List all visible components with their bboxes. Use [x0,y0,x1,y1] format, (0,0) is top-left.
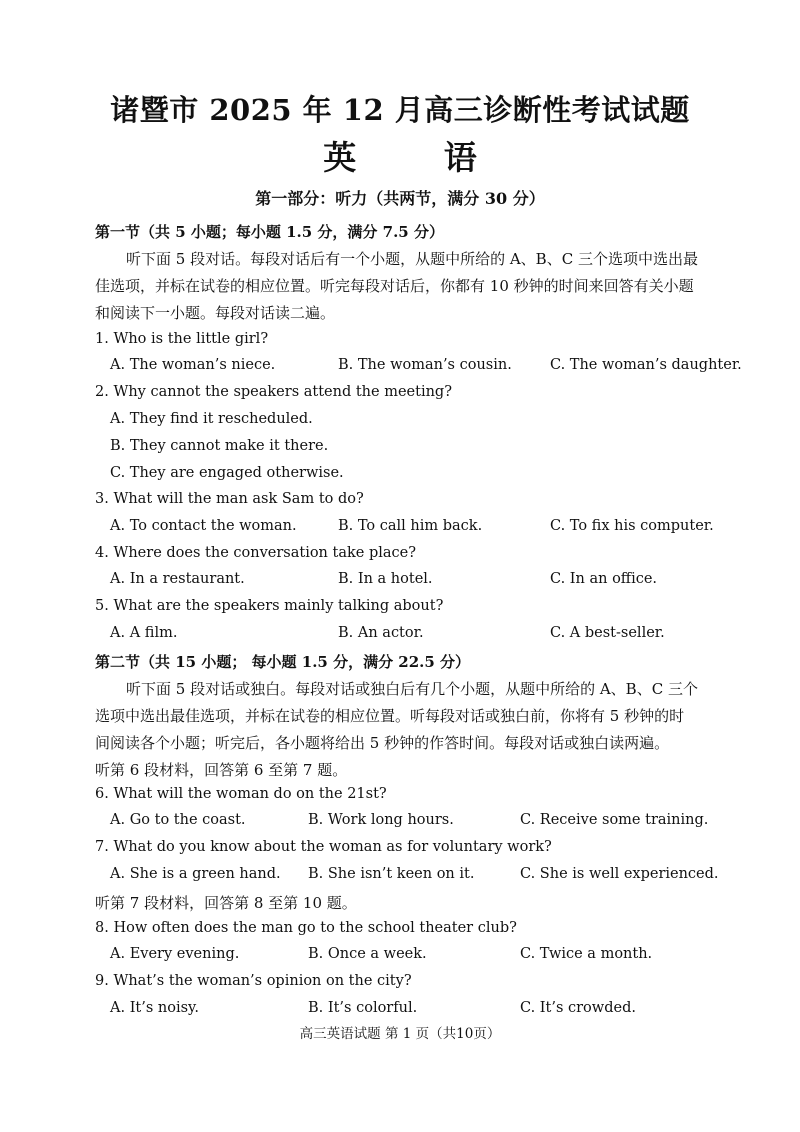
option-a: A. Go to the coast. [110,812,246,828]
option-b: B. The woman’s cousin. [338,357,512,373]
option-b: B. They cannot make it there. [110,438,329,454]
option-c: C. A best-seller. [550,625,665,641]
section1-heading: 第一节（共 5 小题；每小题 1.5 分，满分 7.5 分） [95,223,444,241]
section2-instruction-line: 间阅读各个小题；听完后，各小题将给出 5 秒钟的作答时间。每段对话或独白读两遍。 [95,734,670,752]
option-a: A. To contact the woman. [110,518,297,534]
section2-instruction-line: 听下面 5 段对话或独白。每段对话或独白后有几个小题，从题中所给的 A、B、C 三个 [126,680,698,698]
material-note: 听第 6 段材料，回答第 6 至第 7 题。 [95,761,348,779]
option-b: B. In a hotel. [338,571,433,587]
option-c: C. Twice a month. [520,946,653,962]
section1-instruction-line: 听下面 5 段对话。每段对话后有一个小题，从题中所给的 A、B、C 三个选项中选出最 [126,250,698,268]
option-c: C. The woman’s daughter. [550,357,742,373]
option-a: A. She is a green hand. [110,866,281,882]
option-b: B. Work long hours. [308,812,454,828]
question-stem: 8. How often does the man go to the school theater club? [95,920,517,936]
option-a: A. A film. [110,625,178,641]
option-b: B. She isn’t keen on it. [308,866,475,882]
option-b: B. It’s colorful. [308,1000,418,1016]
page-footer: 高三英语试题 第 1 页（共10页） [299,1026,501,1042]
section2-heading: 第二节（共 15 小题； 每小题 1.5 分，满分 22.5 分） [95,653,471,671]
question-stem: 2. Why cannot the speakers attend the meeting? [95,384,452,400]
option-a: A. They find it rescheduled. [110,411,313,427]
question-stem: 7. What do you know about the woman as for voluntary work? [95,839,552,855]
question-stem: 4. Where does the conversation take place? [95,545,416,561]
option-a: A. It’s noisy. [110,1000,199,1016]
option-b: B. To call him back. [338,518,483,534]
material-note: 听第 7 段材料，回答第 8 至第 10 题。 [95,894,357,912]
option-b: B. An actor. [338,625,424,641]
option-b: B. Once a week. [308,946,427,962]
section1-instruction-line: 佳选项，并标在试卷的相应位置。听完每段对话后，你都有 10 秒钟的时间来回答有关小题 [95,277,694,295]
option-c: C. She is well experienced. [520,866,719,882]
option-c: C. In an office. [550,571,658,587]
section1-instruction-line: 和阅读下一小题。每段对话读二遍。 [95,304,336,322]
option-a: A. Every evening. [110,946,240,962]
option-c: C. It’s crowded. [520,1000,636,1016]
section2-instruction-line: 选项中选出最佳选项，并标在试卷的相应位置。听每段对话或独白前，你将有 5 秒钟的时 [95,707,685,725]
exam-title: 诸暨市 2025 年 12 月高三诊断性考试试题 [110,93,690,127]
question-stem: 6. What will the woman do on the 21st? [95,786,387,802]
option-c: C. Receive some training. [520,812,709,828]
part1-heading: 第一部分：听力（共两节，满分 30 分） [255,189,545,208]
question-stem: 3. What will the man ask Sam to do? [95,491,364,507]
option-c: C. To fix his computer. [550,518,714,534]
option-c: C. They are engaged otherwise. [110,465,344,481]
option-a: A. The woman’s niece. [110,357,276,373]
question-stem: 1. Who is the little girl? [95,331,269,347]
question-stem: 9. What’s the woman’s opinion on the city? [95,973,412,989]
question-stem: 5. What are the speakers mainly talking about? [95,598,444,614]
option-a: A. In a restaurant. [110,571,245,587]
subject-title: 英 语 [323,138,515,177]
